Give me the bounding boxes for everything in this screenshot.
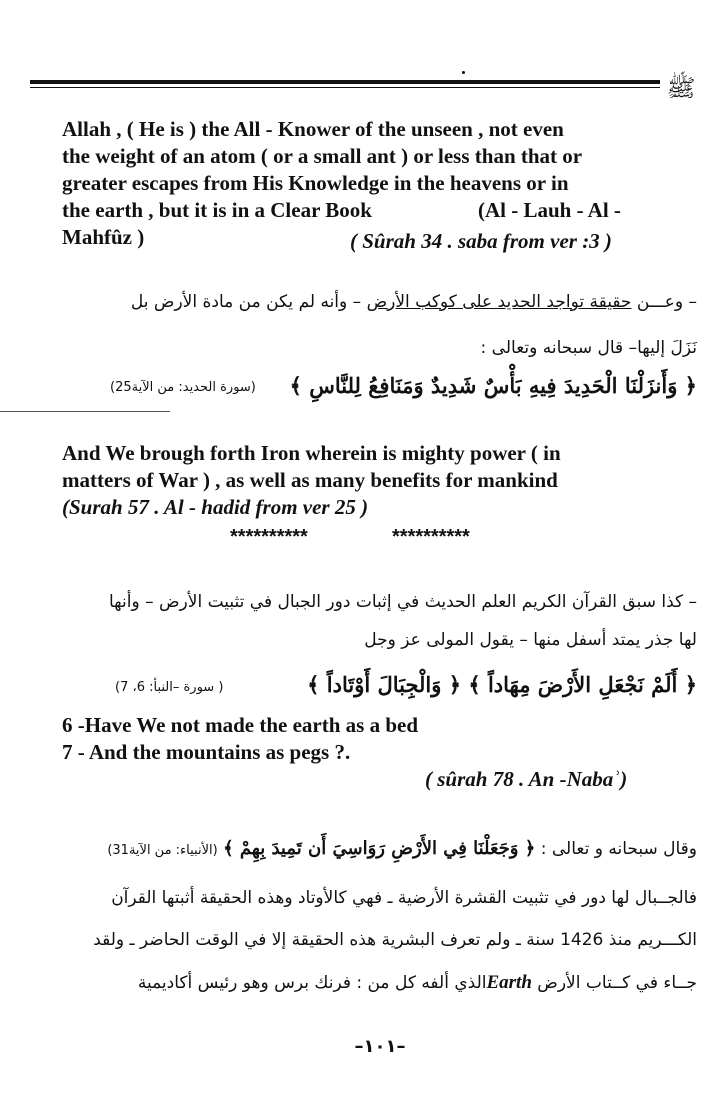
arabic3-line-3: الكـــريم منذ 1426 سنة ـ ولم تعرف البشرية هذه الحقيقة إلا في الوقت الحاضر ـ ولقد <box>93 930 697 950</box>
separator-stars-right: ********** <box>392 526 470 548</box>
arabic3-verse-ref: (الأنبياء: من الآية31) <box>107 843 218 858</box>
block1-line-4: the earth , but it is in a Clear Book <box>62 198 372 222</box>
block1-mahfuz: Mahfûz ) <box>62 225 145 249</box>
block2-line-2: matters of War ) , as well as many benefits for mankind <box>62 468 558 492</box>
arabic1-verse-ref: (سورة الحديد: من الآية25) <box>110 380 256 395</box>
block3-line-1: 6 -Have We not made the earth as a bed <box>62 713 419 737</box>
ornament-dot <box>462 71 465 74</box>
arabic1-underlined-phrase: حقيقة تواجد الحديد على كوكب الأرض <box>366 292 632 312</box>
svg-text:ﷺ: ﷺ <box>666 74 696 102</box>
earth-book-title: Earth <box>486 972 532 993</box>
separator-stars-left: ********** <box>230 526 308 548</box>
block3-citation: ( sûrah 78 . An -Nabaʾ) <box>425 767 628 791</box>
block1-line-4-tail: (Al - Lauh - Al - <box>478 198 621 222</box>
arabic3-line-2: فالجــبال لها دور في تثبيت القشرة الأرضية ـ فهي كالأوتاد وهذه الحقيقة أثبتها القرآن <box>111 888 697 908</box>
arabic3-line-1-text: وقال سبحانه و تعالى : <box>540 839 697 859</box>
page-number: –١٠١– <box>354 1036 406 1057</box>
block2-citation: (Surah 57 . Al - hadid from ver 25 ) <box>62 495 369 519</box>
arabic1-line-2: نَزَلَ إليها– قال سبحانه وتعالى : <box>480 338 697 358</box>
arabic2-line-2: لها جذر يمتد أسفل منها – يقول المولى عز وجل <box>364 630 697 650</box>
arabic3-line-4: جــاء في كــتاب الأرض Earthالذي ألفه كل من : فرنك برس وهو رئيس أكاديمية <box>137 972 697 993</box>
block1-line-3: greater escapes from His Knowledge in the heavens or in <box>62 171 569 195</box>
arabic2-line-1: – كذا سبق القرآن الكريم العلم الحديث في إثبات دور الجبال في تثبيت الأرض – وأنها <box>109 592 697 612</box>
block1-citation: ( Sûrah 34 . saba from ver :3 ) <box>350 229 612 253</box>
block1-line-1: Allah , ( He is ) the All - Knower of the unseen , not even <box>62 117 564 141</box>
header-rule-thick <box>30 80 660 84</box>
arabic2-verse-ref: ( سورة –النبأ: 6، 7) <box>115 680 224 695</box>
arabic1-verse: ﴿ وَأَنزَلْنَا الْحَدِيدَ فِيهِ بَأْسٌ شَدِيدٌ وَمَنَافِعُ لِلنَّاسِ ﴾ <box>289 373 697 398</box>
header-rule-thin <box>30 87 660 88</box>
block1-line-2: the weight of an atom ( or a small ant ) or less than that or <box>62 144 583 168</box>
salawat-seal-icon <box>664 70 698 104</box>
block3-line-2: 7 - And the mountains as pegs ?. <box>62 740 351 764</box>
arabic3-verse: ﴿ وَجَعَلْنَا فِي الأَرْضِ رَوَاسِيَ أَن تَمِيدَ بِهِمْ ﴾ <box>223 838 536 859</box>
arabic2-verse: ﴿ أَلَمْ نَجْعَلِ الأَرْضَ مِهَاداً ﴾ ﴿ وَالْجِبَالَ أَوْتَاداً ﴾ <box>307 672 697 697</box>
block2-line-1: And We brough forth Iron wherein is mighty power ( in <box>62 441 561 465</box>
arabic3-line-1 <box>107 838 697 859</box>
partial-divider <box>0 411 170 412</box>
arabic1-line-1: – وعـــن حقيقة تواجد الحديد على كوكب الأرض – وأنه لم يكن من مادة الأرض بل <box>130 292 697 312</box>
